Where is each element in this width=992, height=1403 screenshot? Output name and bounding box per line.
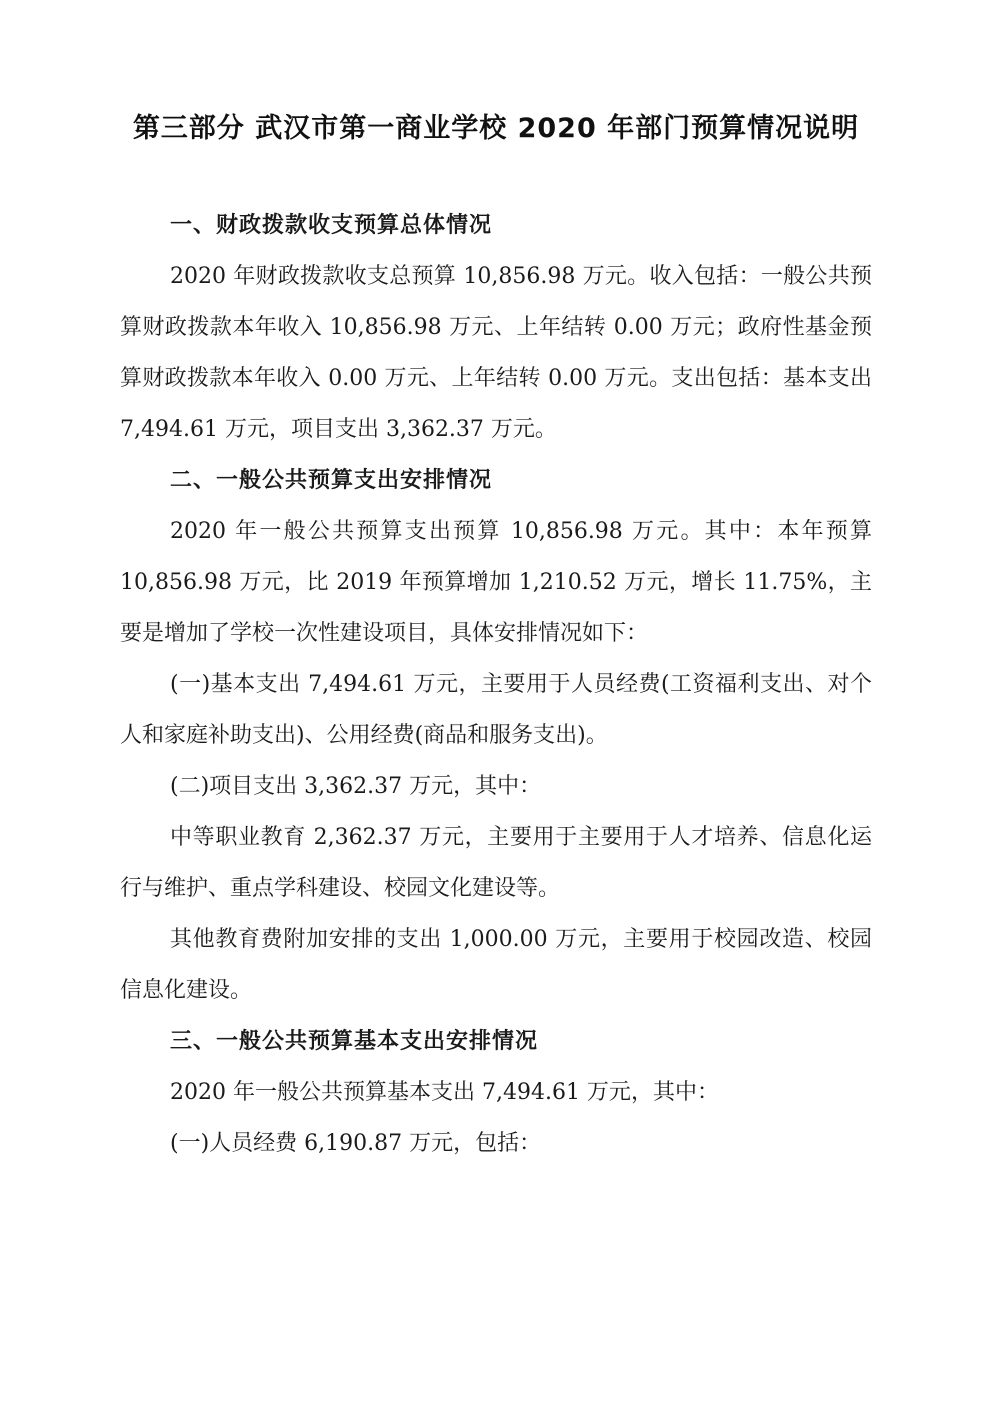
paragraph-basic-budget: 2020 年一般公共预算基本支出 7,494.61 万元，其中： (170, 1080, 719, 1105)
paragraph-general-budget: 2020 年一般公共预算支出预算 10,856.98 万元。其中：本年预算 10,856.98 万元，比 2019 年预算增加 1,210.52 万元，增长 11.75%，主要是增加了学校一次性建设项目，具体安排情况如下： (120, 519, 872, 646)
section-heading-3: 三、一般公共预算基本支出安排情况 (170, 1029, 539, 1054)
paragraph-education-surcharge: 其他教育费附加安排的支出 1,000.00 万元，主要用于校园改造、校园信息化建设。 (120, 927, 872, 1003)
paragraph-budget-overview: 2020 年财政拨款收支总预算 10,856.98 万元。收入包括：一般公共预算财政拨款本年收入 10,856.98 万元、上年结转 0.00 万元；政府性基金预算财政拨款本年收入 0.00 万元、上年结转 0.00 万元。支出包括：基本支出 7,494.61 万元，项目支出 3,362.37 万元。 (120, 264, 872, 442)
document-body (120, 200, 872, 1169)
paragraph-personnel-funds: (一)人员经费 6,190.87 万元，包括： (170, 1131, 542, 1156)
section-heading-1: 一、财政拨款收支预算总体情况 (170, 213, 493, 238)
paragraph-project-expenditure: (二)项目支出 3,362.37 万元，其中： (170, 774, 542, 799)
paragraph-basic-expenditure: (一)基本支出 7,494.61 万元，主要用于人员经费(工资福利支出、对个人和家庭补助支出)、公用经费(商品和服务支出)。 (120, 672, 872, 748)
section-heading-2: 二、一般公共预算支出安排情况 (170, 468, 493, 493)
paragraph-vocational-education: 中等职业教育 2,362.37 万元，主要用于主要用于人才培养、信息化运行与维护、重点学科建设、校园文化建设等。 (120, 825, 872, 901)
document-title: 第三部分 武汉市第一商业学校 2020 年部门预算情况说明 (132, 113, 860, 144)
